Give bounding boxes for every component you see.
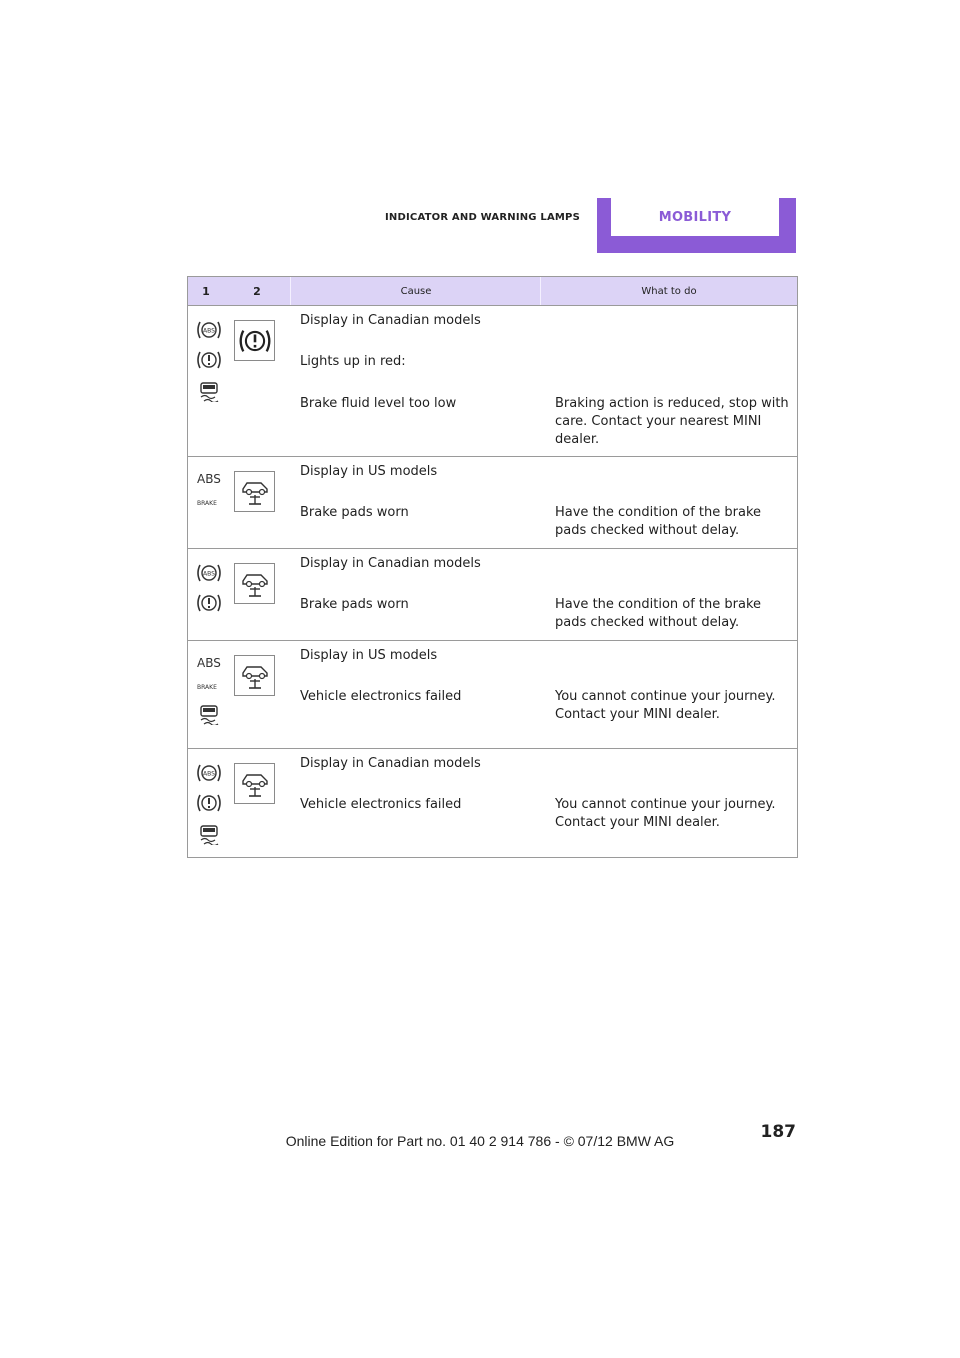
lamp-symbol-box xyxy=(234,563,275,604)
indicator-icons xyxy=(196,763,222,855)
car-lift-icon xyxy=(239,769,271,799)
action-text: Have the condition of the brake pads checked without delay. xyxy=(555,597,762,630)
lamp-symbol-box xyxy=(234,655,275,696)
action-text: You cannot continue your journey. Contact your MINI dealer. xyxy=(555,797,776,830)
condition-label: Lights up in red: xyxy=(300,354,406,369)
dsc-car-skid-icon xyxy=(196,823,222,845)
cause-text: Brake pads worn xyxy=(300,505,409,520)
brake-exclamation-icon xyxy=(196,593,222,613)
svg-text:ABS: ABS xyxy=(203,570,215,578)
model-label: Display in US models xyxy=(300,648,438,663)
cause-text: Vehicle electronics failed xyxy=(300,689,462,704)
car-lift-icon xyxy=(239,477,271,507)
table-row xyxy=(188,749,797,858)
action-text: You cannot continue your journey. Contact your MINI dealer. xyxy=(555,689,776,722)
model-label: Display in Canadian models xyxy=(300,313,481,328)
indicator-icons xyxy=(196,320,222,412)
cause-text: Vehicle electronics failed xyxy=(300,797,462,812)
indicator-icons xyxy=(196,563,222,623)
header-what-to-do: What to do xyxy=(540,277,797,305)
brake-exclamation-icon xyxy=(196,793,222,813)
brake-exclamation-icon xyxy=(196,350,222,370)
section-title: INDICATOR AND WARNING LAMPS xyxy=(385,212,580,223)
svg-text:ABS: ABS xyxy=(197,656,221,670)
table-row xyxy=(188,306,797,457)
page-number: 187 xyxy=(760,1122,796,1142)
header-col-2: 2 xyxy=(253,284,261,298)
header-cause: Cause xyxy=(290,277,541,305)
brake-text-icon xyxy=(196,497,222,509)
table-row xyxy=(188,549,797,641)
header-col-1: 1 xyxy=(202,284,210,298)
svg-text:BRAKE: BRAKE xyxy=(197,500,217,507)
action-text: Have the condition of the brake pads checked without delay. xyxy=(555,505,762,538)
cause-text: Brake fluid level too low xyxy=(300,396,457,411)
abs-text-icon xyxy=(196,471,222,487)
car-lift-icon xyxy=(239,569,271,599)
lamp-symbol-box xyxy=(234,763,275,804)
table-row xyxy=(188,457,797,549)
lamp-symbol-box xyxy=(234,320,275,361)
svg-text:BRAKE: BRAKE xyxy=(197,684,217,691)
model-label: Display in Canadian models xyxy=(300,556,481,571)
abs-circle-icon xyxy=(196,320,222,340)
action-text: Braking action is reduced, stop with care. Contact your nearest MINI dealer. xyxy=(555,396,789,447)
model-label: Display in Canadian models xyxy=(300,756,481,771)
brake-text-icon xyxy=(196,681,222,693)
chapter-tab[interactable] xyxy=(597,198,796,253)
chapter-tab-label: MOBILITY xyxy=(611,198,779,236)
cause-text: Brake pads worn xyxy=(300,597,409,612)
car-lift-icon xyxy=(239,661,271,691)
edition-line: Online Edition for Part no. 01 40 2 914 786 - © 07/12 BMW AG xyxy=(285,1133,675,1149)
brake-exclamation-icon xyxy=(238,328,272,354)
svg-text:ABS: ABS xyxy=(197,472,221,486)
svg-text:ABS: ABS xyxy=(203,770,215,778)
warning-lamp-table xyxy=(187,276,798,858)
indicator-icons xyxy=(196,471,222,519)
table-header xyxy=(188,277,797,306)
dsc-car-skid-icon xyxy=(196,703,222,725)
table-row xyxy=(188,641,797,749)
abs-circle-icon xyxy=(196,763,222,783)
abs-text-icon xyxy=(196,655,222,671)
abs-circle-icon xyxy=(196,563,222,583)
model-label: Display in US models xyxy=(300,464,438,479)
svg-text:ABS: ABS xyxy=(203,327,215,335)
lamp-symbol-box xyxy=(234,471,275,512)
indicator-icons xyxy=(196,655,222,735)
dsc-car-skid-icon xyxy=(196,380,222,402)
